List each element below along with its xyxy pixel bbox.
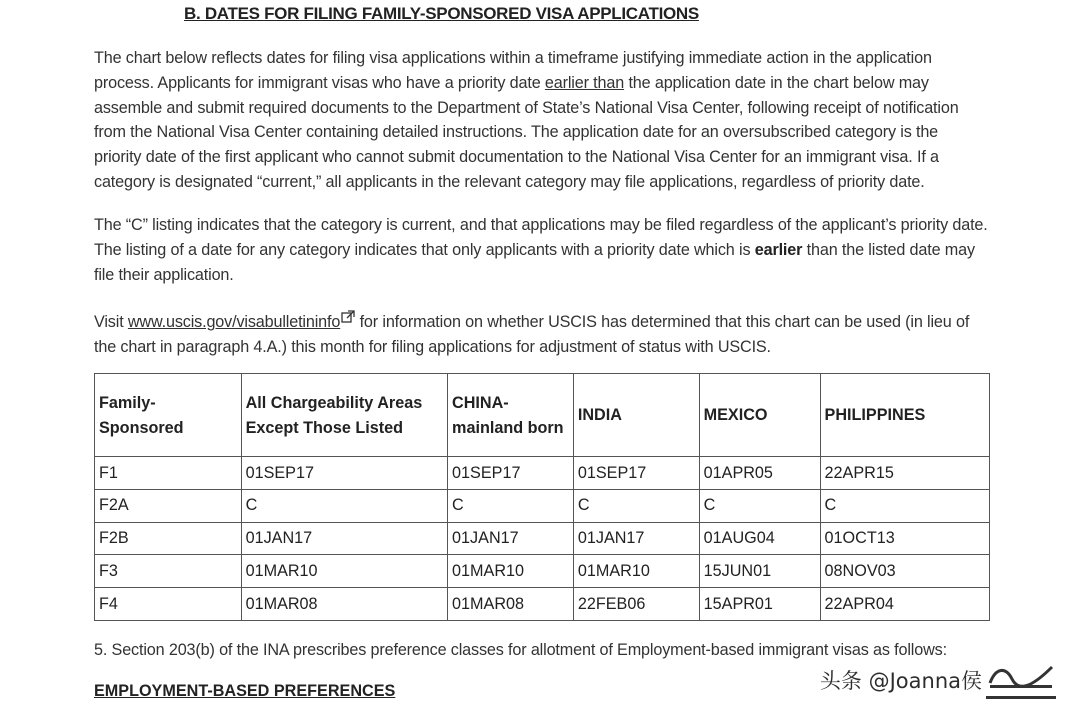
table-cell: C — [699, 489, 820, 522]
external-link-icon[interactable] — [341, 306, 355, 331]
uscis-visa-bulletin-link[interactable]: www.uscis.gov/visabulletininfo — [127, 313, 341, 331]
table-cell: 01SEP17 — [448, 457, 574, 490]
table-row — [95, 522, 990, 555]
paragraph3-text-b: for information on whether USCIS has determined that this chart can be used (in lieu of the chart in paragraph 4.A.) this month for filing applications for adjustment of status with USCIS. — [94, 313, 970, 356]
header-family-sponsored: Family-Sponsored — [95, 374, 242, 457]
table-cell: 01SEP17 — [241, 457, 447, 490]
table-cell: 15JUN01 — [699, 555, 820, 588]
family-sponsored-dates-table — [94, 373, 990, 621]
table-cell: 22APR15 — [820, 457, 989, 490]
header-india: INDIA — [573, 374, 699, 457]
watermark — [820, 661, 1056, 699]
paragraph2-text-b: than the listed date may file their application. — [94, 240, 975, 284]
table-cell: C — [448, 489, 574, 522]
paragraph1-underlined-text: earlier than — [544, 73, 625, 92]
site-logo-icon — [986, 661, 1056, 699]
watermark-text: 头条 @Joanna侯 — [820, 665, 982, 695]
paragraph-filing-dates — [94, 46, 989, 195]
table-row — [95, 489, 990, 522]
paragraph2-bold-text: earlier — [754, 240, 803, 259]
table-row — [95, 588, 990, 621]
table-cell: 15APR01 — [699, 588, 820, 621]
section-title: B. DATES FOR FILING FAMILY-SPONSORED VISA APPLICATIONS — [184, 4, 699, 23]
header-philippines: PHILIPPINES — [820, 374, 989, 457]
paragraph-current-listing — [94, 213, 989, 287]
table-header-row — [95, 374, 990, 457]
table-cell: 01APR05 — [699, 457, 820, 490]
table-row — [95, 457, 990, 490]
table-cell: C — [573, 489, 699, 522]
paragraph1-text-a: The chart below reflects dates for filing visa applications within a timeframe justifying immediate action in the application process. Applicants for immigrant visas who have a priority date — [94, 49, 932, 92]
table-cell: 01JAN17 — [448, 522, 574, 555]
employment-preferences-heading: EMPLOYMENT-BASED PREFERENCES — [94, 682, 396, 700]
paragraph-section-203b: 5. Section 203(b) of the INA prescribes preference classes for allotment of Employment-based immigrant visas as follows: — [94, 641, 947, 659]
table-cell: 08NOV03 — [820, 555, 989, 588]
table-row — [95, 555, 990, 588]
table-cell: 01MAR10 — [241, 555, 447, 588]
table-cell: 01AUG04 — [699, 522, 820, 555]
header-all-chargeability: All Chargeability Areas Except Those Listed — [241, 374, 447, 457]
table-cell: F3 — [95, 555, 242, 588]
table-cell: 01JAN17 — [241, 522, 447, 555]
table-cell: 01MAR08 — [241, 588, 447, 621]
header-mexico: MEXICO — [699, 374, 820, 457]
table-cell: 01MAR10 — [448, 555, 574, 588]
table-cell: 01MAR08 — [448, 588, 574, 621]
table-cell: F4 — [95, 588, 242, 621]
table-cell: 01SEP17 — [573, 457, 699, 490]
table-cell: F2A — [95, 489, 242, 522]
table-cell: F1 — [95, 457, 242, 490]
table-cell: 22FEB06 — [573, 588, 699, 621]
table-cell: 22APR04 — [820, 588, 989, 621]
paragraph-uscis-visit — [94, 306, 989, 360]
table-cell: 01JAN17 — [573, 522, 699, 555]
table-cell: F2B — [95, 522, 242, 555]
table-cell: C — [820, 489, 989, 522]
paragraph1-text-b: the application date in the chart below may assemble and submit required documents to the Department of State’s National Visa Center, following receipt of notification from the National Visa Center containing detailed instructions. The application date for an oversubscribed category is the priority date of the first applicant who cannot submit documentation to the National Visa Center for an immigrant visa. If a category is designated “current,” all applicants in the relevant category may file applications, regardless of priority date. — [94, 73, 959, 191]
table-cell: C — [241, 489, 447, 522]
table-cell: 01OCT13 — [820, 522, 989, 555]
paragraph2-text-a: The “C” listing indicates that the category is current, and that applications may be filed regardless of the applicant’s priority date. The listing of a date for any category indicates that only applicants with a priority date which is — [94, 216, 988, 259]
paragraph3-text-a: Visit — [94, 313, 128, 331]
table-cell: 01MAR10 — [573, 555, 699, 588]
header-china: CHINA-mainland born — [448, 374, 574, 457]
